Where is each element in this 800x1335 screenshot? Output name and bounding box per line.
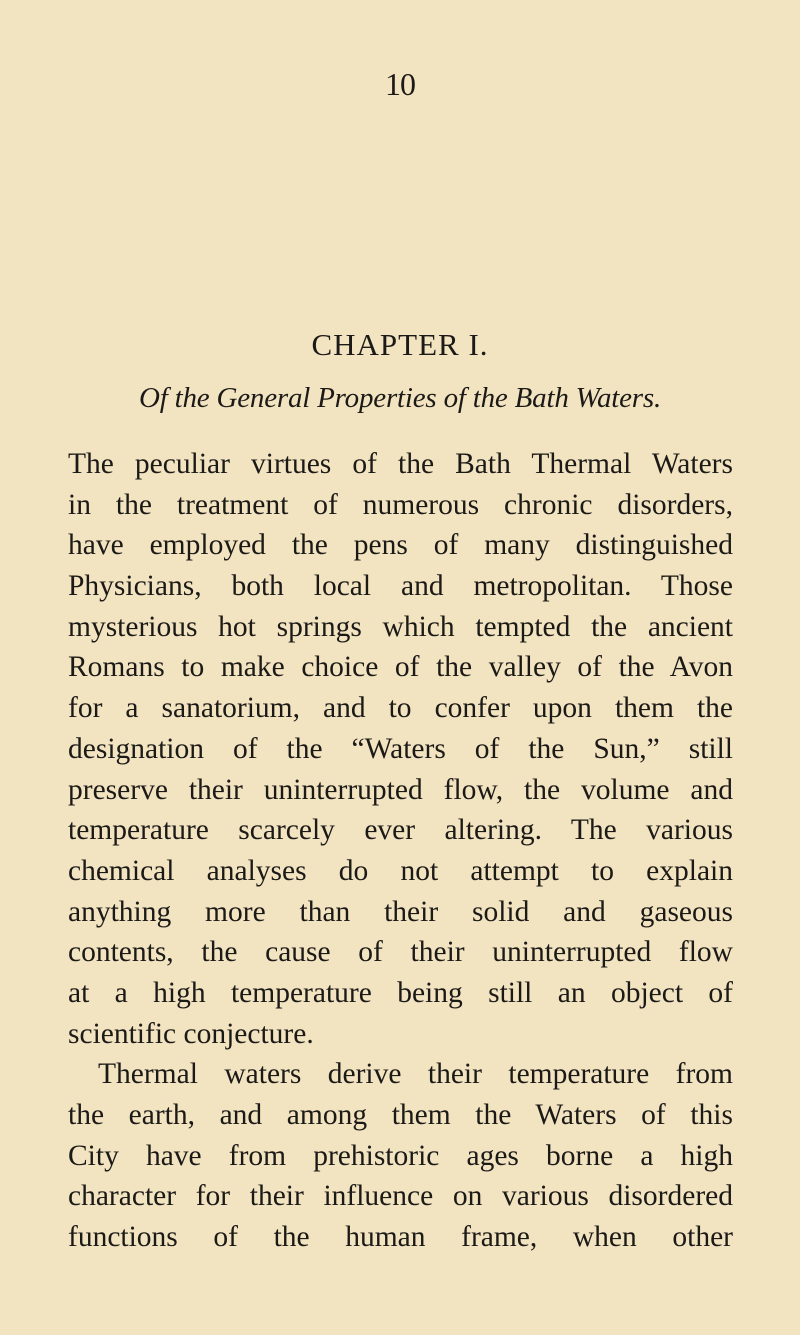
- text-line: anything more than their solid and gaseous: [68, 895, 733, 928]
- text-line: temperature scarcely ever altering. The various: [68, 814, 733, 847]
- text-line: contents, the cause of their uninterrupted flow: [68, 936, 733, 969]
- text-line: preserve their uninterrupted flow, the volume and: [68, 773, 733, 806]
- text-line: Thermal waters derive their temperature from: [98, 1058, 733, 1091]
- text-line: chemical analyses do not attempt to explain: [68, 854, 733, 887]
- text-line: City have from prehistoric ages borne a high: [68, 1139, 733, 1172]
- text-line: functions of the human frame, when other: [68, 1221, 733, 1254]
- chapter-subtitle: Of the General Properties of the Bath Waters.: [138, 382, 662, 414]
- text-line: designation of the “Waters of the Sun,” still: [68, 732, 733, 765]
- text-line: at a high temperature being still an object of: [68, 976, 733, 1009]
- text-line: Romans to make choice of the valley of the Avon: [68, 651, 733, 684]
- text-line: mysterious hot springs which tempted the ancient: [68, 610, 733, 643]
- text-line: scientific conjecture.: [68, 1017, 314, 1050]
- text-line: have employed the pens of many distinguished: [68, 529, 733, 562]
- text-line: Physicians, both local and metropolitan. Those: [68, 570, 733, 603]
- text-line: The peculiar virtues of the Bath Thermal Waters: [68, 448, 733, 480]
- text-line: character for their influence on various disordered: [68, 1180, 733, 1213]
- body-text: [68, 444, 733, 1258]
- text-line: the earth, and among them the Waters of this: [68, 1099, 733, 1131]
- chapter-heading: CHAPTER I.: [311, 327, 489, 362]
- page-number: 10: [385, 66, 415, 102]
- text-line: for a sanatorium, and to confer upon them the: [68, 692, 733, 725]
- text-line: in the treatment of numerous chronic disorders,: [68, 488, 733, 521]
